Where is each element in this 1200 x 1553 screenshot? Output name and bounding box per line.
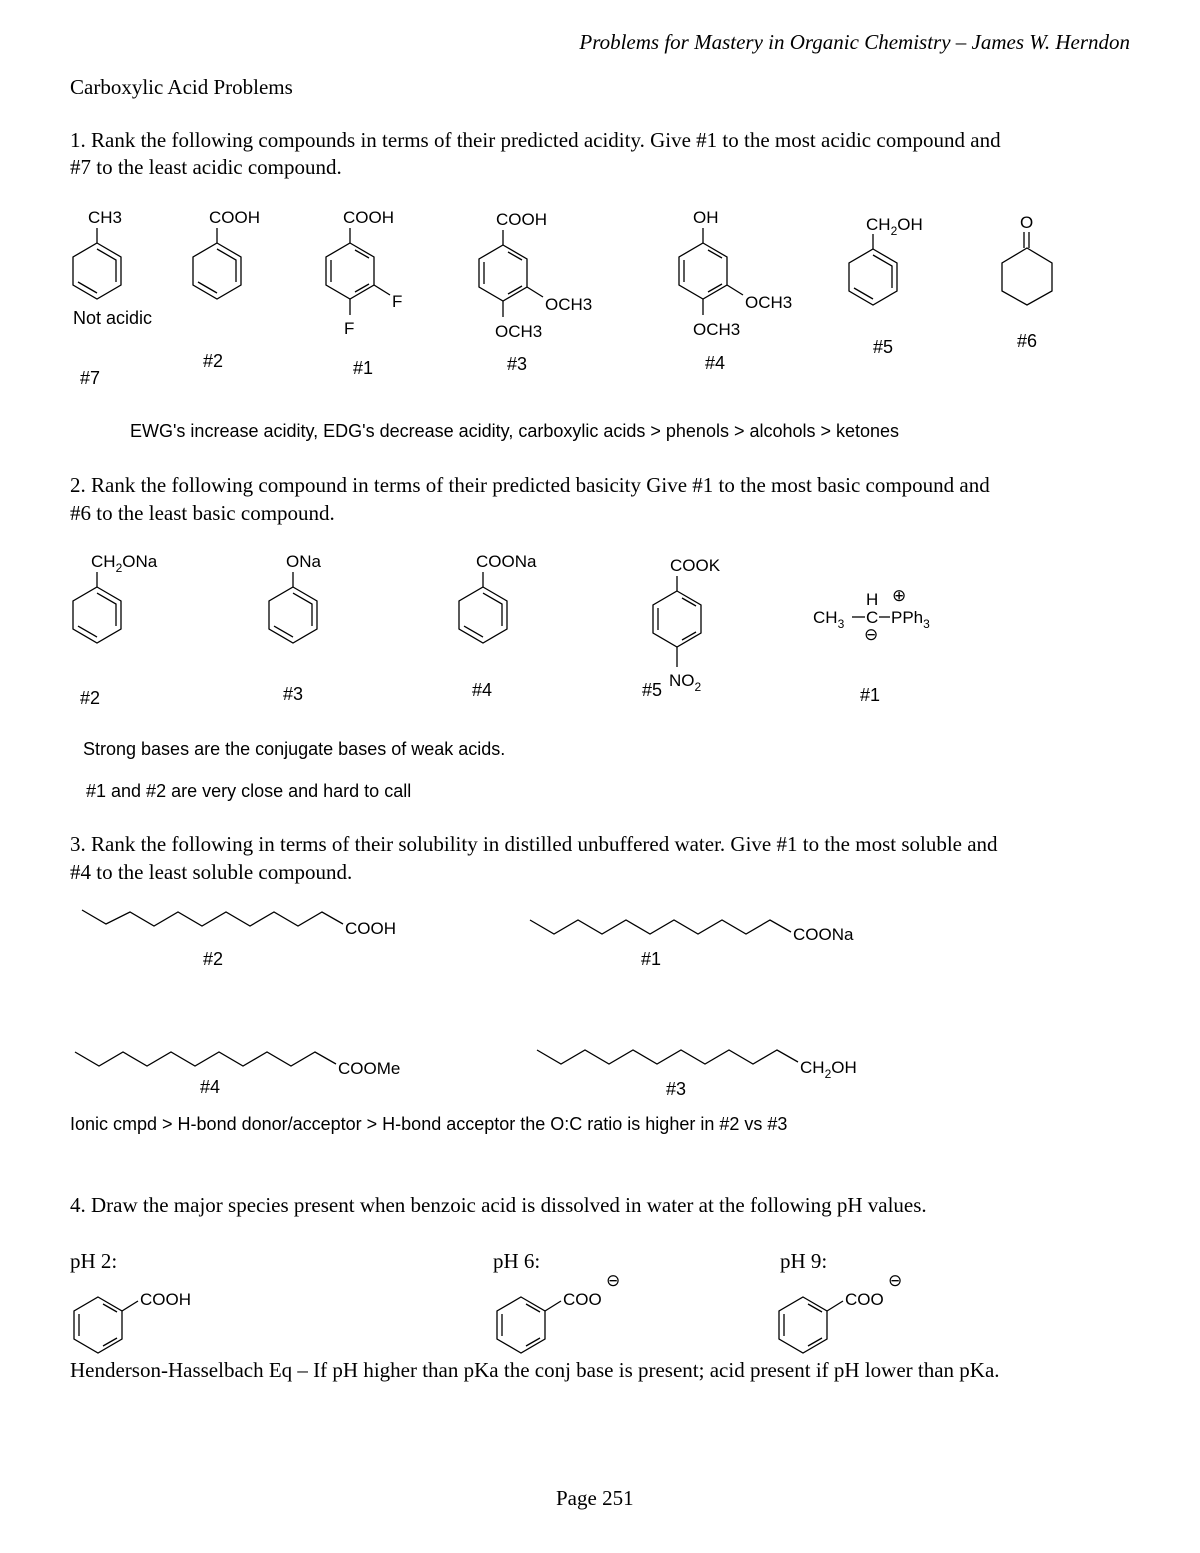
page-number: Page 251 [556, 1486, 634, 1510]
q2-rank-3: #4 [472, 680, 493, 700]
ch2oh-label: $CH_2OH$ [866, 215, 923, 238]
q1-rank-4: #3 [507, 354, 528, 374]
q2-rank-5: #1 [860, 685, 881, 705]
carboxylate-label: COO [845, 1290, 884, 1309]
och3-label: OCH3 [545, 295, 593, 314]
ph-label-1: pH 2: [70, 1249, 118, 1273]
oxygen-label: O [1020, 213, 1034, 232]
och3-label: OCH3 [693, 320, 741, 339]
q2-rank-4: #5 [642, 680, 663, 700]
coome-label: COOMe [338, 1059, 401, 1078]
q1-rank-6: #5 [873, 337, 894, 357]
carboxylate-label: COO [563, 1290, 602, 1309]
ylide-carbon-label: C [866, 608, 879, 627]
q1-rank-2: #2 [203, 351, 224, 371]
q1-rank-5: #4 [705, 353, 726, 373]
och3-label: OCH3 [745, 293, 793, 312]
q3-prompt-line2: #4 to the least soluble compound. [70, 860, 353, 884]
q3-rank-2: #1 [641, 949, 662, 969]
positive-charge-icon: ⊕ [892, 586, 907, 605]
cooh-label: COOH [343, 208, 394, 227]
ylide-ch3-label: $CH_3$ [813, 608, 845, 631]
cooh-label: COOH [345, 919, 396, 938]
fluorine-label: F [344, 319, 355, 338]
q4-note: Henderson-Hasselbach Eq – If pH higher than pKa the conj base is present; acid present if pH lower than pKa. [70, 1358, 1000, 1382]
q3-prompt-line1: 3. Rank the following in terms of their solubility in distilled unbuffered water. Give #1 to the most soluble and [70, 832, 998, 856]
q1-rank-7: #6 [1017, 331, 1038, 351]
negative-charge-icon: ⊖ [864, 625, 879, 644]
section-title: Carboxylic Acid Problems [70, 75, 293, 99]
cooh-label: COOH [496, 210, 547, 229]
q1-rank-3: #1 [353, 358, 374, 378]
och3-label: OCH3 [495, 322, 543, 341]
q2-note-1: Strong bases are the conjugate bases of weak acids. [83, 739, 506, 759]
q2-rank-2: #3 [283, 684, 304, 704]
q2-rank-1: #2 [80, 688, 101, 708]
q1-rank-1: #7 [80, 368, 101, 388]
benzoate-ph6 [497, 1271, 620, 1353]
q1-note: EWG's increase acidity, EDG's decrease acidity, carboxylic acids > phenols > alcohols > ketones [130, 421, 900, 441]
negative-charge-icon: ⊖ [888, 1271, 903, 1290]
cooh-label: COOH [140, 1290, 191, 1309]
oh-label: OH [693, 208, 719, 227]
q4-prompt: 4. Draw the major species present when benzoic acid is dissolved in water at the following pH values. [70, 1193, 927, 1217]
ona-label: ONa [286, 552, 321, 571]
ylide-h-label: H [866, 590, 879, 609]
q3-rank-1: #2 [203, 949, 224, 969]
benzoic-acid-ph2 [74, 1290, 191, 1353]
q3-rank-4: #3 [666, 1079, 687, 1099]
q1-prompt-line1: 1. Rank the following compounds in terms of their predicted acidity. Give #1 to the most acidic compound and [70, 128, 1001, 152]
pph3-label: PPh$_3$ [891, 608, 930, 631]
ph-label-2: pH 6: [493, 1249, 541, 1273]
negative-charge-icon: ⊖ [606, 1271, 621, 1290]
q1-prompt-line2: #7 to the least acidic compound. [70, 155, 342, 179]
q3-note: Ionic cmpd > H-bond donor/acceptor > H-bond acceptor the O:C ratio is higher in #2 vs #3 [70, 1114, 788, 1134]
q2-note-2: #1 and #2 are very close and hard to call [86, 781, 412, 801]
ch2oh-label: $CH_2OH$ [800, 1058, 857, 1081]
toluene-ch3-label: CH3 [88, 208, 123, 227]
q2-prompt-line1: 2. Rank the following compound in terms of their predicted basicity Give #1 to the most basic compound and [70, 473, 990, 497]
cooh-label: COOH [209, 208, 260, 227]
not-acidic-label: Not acidic [73, 308, 153, 328]
coona-label: COONa [476, 552, 537, 571]
fluorine-label: F [392, 292, 403, 311]
no2-label: $NO_2$ [669, 671, 702, 694]
benzoate-ph9 [779, 1271, 902, 1353]
q2-prompt-line2: #6 to the least basic compound. [70, 501, 335, 525]
running-header: Problems for Mastery in Organic Chemistry – James W. Herndon [579, 30, 1130, 54]
ph-label-3: pH 9: [780, 1249, 828, 1273]
coona-label: COONa [793, 925, 854, 944]
q3-rank-3: #4 [200, 1077, 221, 1097]
ch2ona-label: $CH_2ONa$ [91, 552, 158, 575]
cook-label: COOK [670, 556, 721, 575]
